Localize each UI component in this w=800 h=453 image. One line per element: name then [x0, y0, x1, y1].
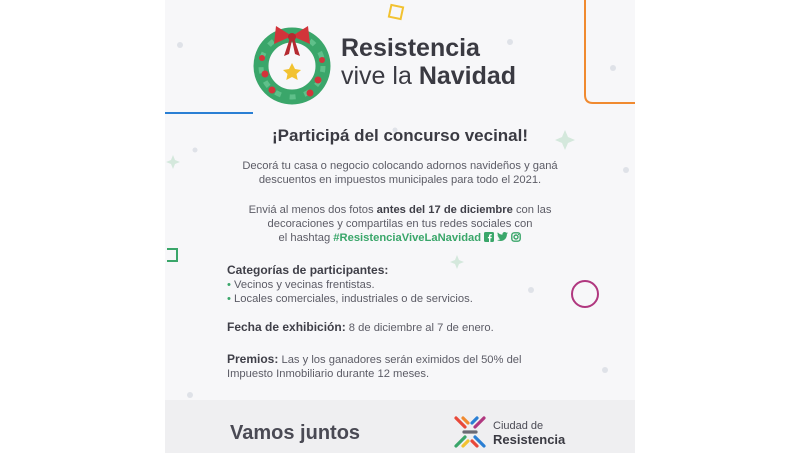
- category-item-2: [227, 292, 587, 306]
- instagram-icon[interactable]: [511, 232, 521, 242]
- city-logo-icon: [453, 415, 487, 449]
- instructions-text-end: con las: [512, 204, 552, 216]
- poster: [165, 0, 635, 453]
- instructions-text: Enviá al menos dos fotos: [248, 204, 377, 216]
- intro-line1: Decorá tu casa o negocio colocando adornos navideños y ganá: [242, 160, 558, 172]
- title-bold: Navidad: [418, 62, 517, 90]
- category-item-1: [227, 278, 587, 292]
- title-regular: vive la: [341, 62, 419, 90]
- category-label: Vecinos y vecinas frentistas.: [234, 279, 375, 291]
- yellow-diamond: [389, 5, 403, 19]
- prizes-section: [227, 352, 607, 381]
- category-label: Locales comerciales, industriales o de servicios.: [234, 293, 473, 305]
- instructions-line1: [165, 203, 635, 217]
- hashtag-intro: el hashtag: [278, 232, 334, 244]
- exhibition-value: 8 de diciembre al 7 de enero.: [345, 322, 494, 334]
- twitter-icon[interactable]: [497, 232, 508, 242]
- brand-line2: Resistencia: [493, 432, 566, 447]
- sparkle-decor: [166, 130, 575, 269]
- deadline-text: antes del 17 de diciembre: [376, 204, 513, 216]
- footer: [165, 400, 635, 453]
- facebook-icon[interactable]: [484, 232, 494, 242]
- wreath-icon: [248, 18, 336, 106]
- bullet-icon: •: [227, 293, 235, 305]
- title-line1: Resistencia: [341, 34, 480, 62]
- social-icons: [481, 232, 521, 244]
- exhibition-line: [227, 320, 607, 335]
- title-line2: [341, 62, 516, 90]
- instructions-line2: decoraciones y compartilas en tus redes sociales con: [267, 218, 533, 230]
- prizes-label: Premios:: [227, 352, 279, 366]
- bullet-icon: •: [227, 279, 235, 291]
- prizes-text: Las y los ganadores serán eximidos del 50% del: [278, 354, 522, 366]
- exhibition-label: Fecha de exhibición:: [227, 320, 346, 334]
- brand-line1: Ciudad de: [493, 420, 544, 432]
- prizes-line2: Impuesto Inmobiliario durante 12 meses.: [227, 368, 430, 380]
- categories-title: Categorías de participantes:: [227, 263, 389, 277]
- footer-slogan: Vamos juntos: [230, 422, 361, 444]
- headline: ¡Participá del concurso vecinal!: [271, 126, 529, 145]
- hashtag-text: #ResistenciaViveLaNavidad: [333, 232, 482, 244]
- intro-line2: descuentos en impuestos municipales para todo el 2021.: [258, 174, 542, 186]
- instructions-line3: [165, 231, 635, 245]
- paragraph-intro: [165, 159, 635, 187]
- green-corner-mark: [167, 249, 177, 261]
- prizes-line1: [227, 352, 607, 367]
- categories-section: [227, 263, 587, 306]
- orange-frame-corner: [585, 0, 635, 103]
- paragraph-instructions: [165, 203, 635, 245]
